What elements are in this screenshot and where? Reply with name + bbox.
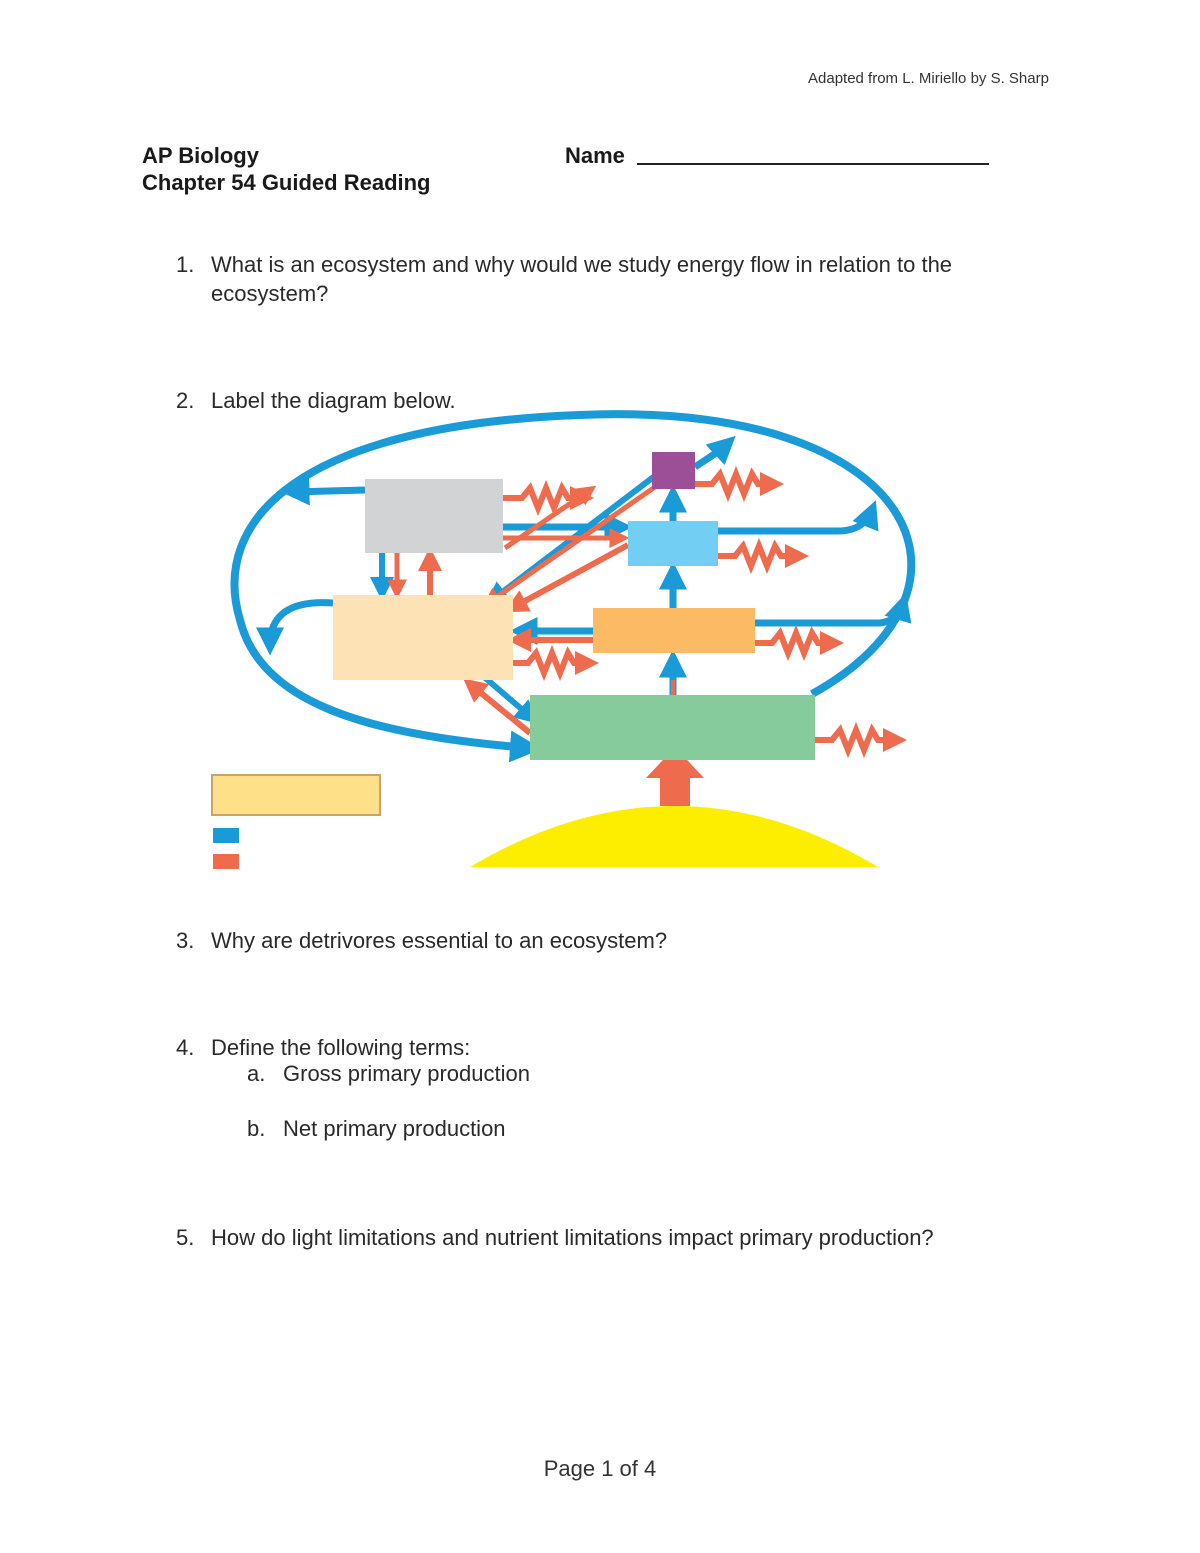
ecosystem-energy-flow-diagram — [200, 405, 920, 875]
decomposers-to-loop-arrow — [292, 490, 365, 492]
course-title: AP Biology — [142, 143, 259, 168]
question-number: 2. — [176, 388, 195, 413]
subitem-text: Gross primary production — [283, 1061, 530, 1086]
heat-loss-primary — [755, 633, 835, 653]
question-number: 5. — [176, 1225, 195, 1250]
subitem-letter: a. — [247, 1061, 266, 1086]
heat-loss-decomposers — [503, 488, 585, 508]
secondary-consumers-box[interactable] — [628, 521, 718, 566]
page-number: Page 1 of 4 — [543, 1456, 657, 1481]
question-text: Why are detrivores essential to an ecosystem? — [211, 928, 668, 953]
question-text: How do light limitations and nutrient limitations impact primary production? — [211, 1225, 934, 1250]
detritus-box[interactable] — [333, 595, 513, 680]
legend-label-box[interactable] — [212, 775, 380, 815]
heat-loss-tertiary — [695, 474, 775, 494]
sun-shape — [470, 806, 878, 867]
heat-loss-producers — [815, 730, 898, 750]
subitem-letter: b. — [247, 1116, 266, 1141]
question-number: 1. — [176, 252, 195, 277]
attribution-text: Adapted from L. Miriello by S. Sharp — [808, 70, 1049, 87]
primary-producers-box[interactable] — [530, 695, 815, 760]
question-number: 4. — [176, 1035, 195, 1060]
chapter-title: Chapter 54 Guided Reading — [142, 170, 431, 195]
subitem-text: Net primary production — [283, 1116, 506, 1141]
detritus-to-loop-arrow — [270, 603, 333, 645]
question-text: Define the following terms: — [211, 1035, 471, 1060]
heat-loss-secondary — [718, 546, 800, 566]
name-blank-line[interactable] — [637, 163, 989, 165]
legend-energy-swatch — [213, 854, 239, 869]
secondary-to-loop-arrow — [718, 510, 872, 531]
heat-loss-detritus — [512, 653, 590, 673]
name-label: Name — [565, 143, 625, 168]
question-text: What is an ecosystem and why would we study energy flow in relation to the ecosystem? — [211, 252, 953, 306]
decomposers-box[interactable] — [365, 479, 503, 553]
question-text: Label the diagram below. — [211, 388, 456, 413]
tertiary-to-loop-arrow — [695, 443, 728, 467]
primary-consumers-box[interactable] — [593, 608, 755, 653]
question-number: 3. — [176, 928, 195, 953]
tertiary-consumers-box[interactable] — [652, 452, 695, 489]
primary-to-loop-arrow — [755, 603, 903, 623]
legend-nutrient-swatch — [213, 828, 239, 843]
